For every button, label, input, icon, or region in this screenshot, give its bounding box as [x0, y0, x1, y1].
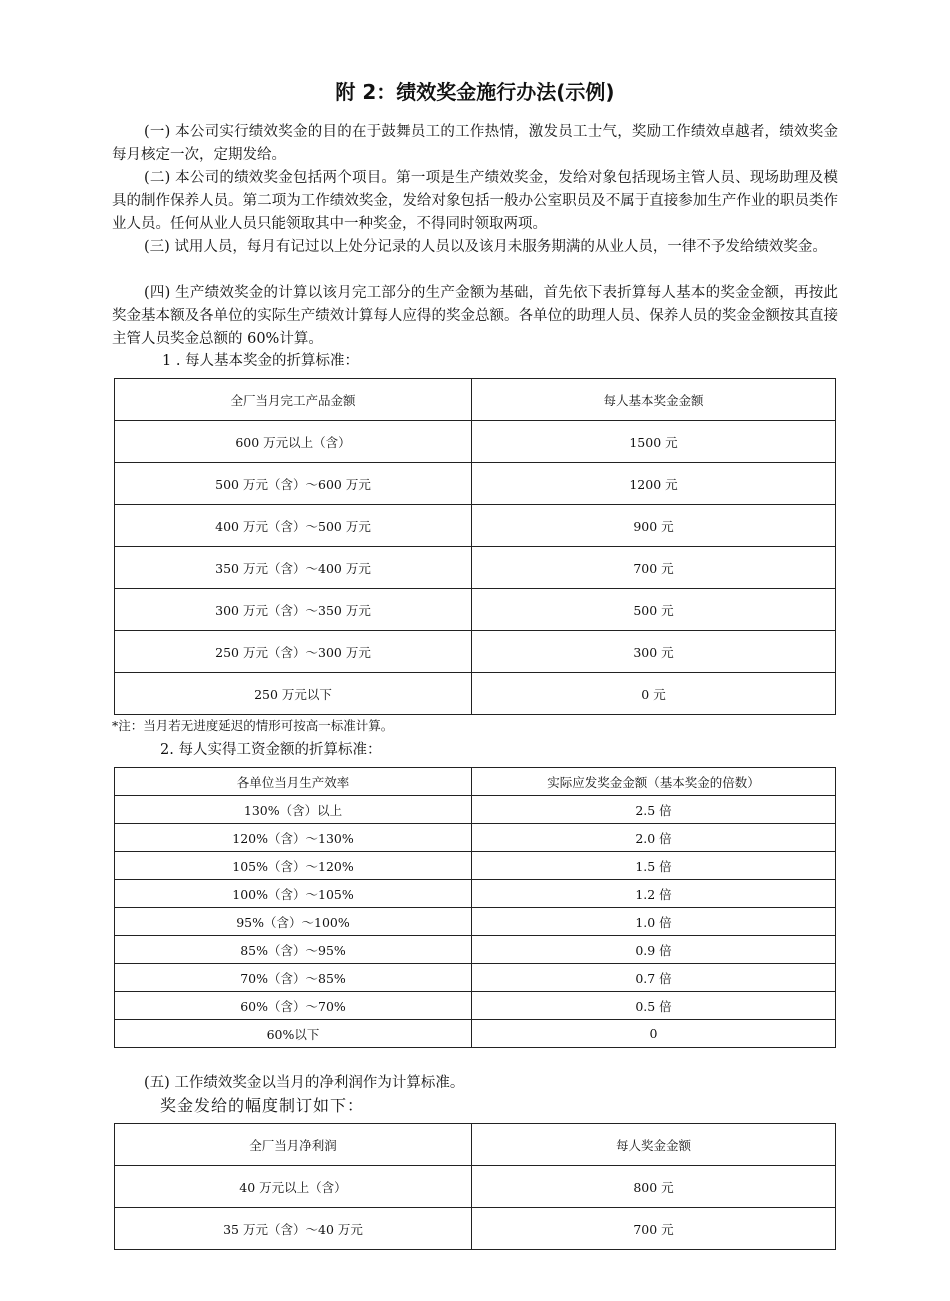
table-cell: 1200 元	[472, 463, 836, 505]
table-cell: 0.7 倍	[472, 964, 836, 992]
paragraph-1: (一) 本公司实行绩效奖金的目的在于鼓舞员工的工作热情，激发员工士气，奖励工作绩效卓越者，绩效奖金每月核定一次，定期发给。	[112, 124, 838, 163]
table-note: *注：当月若无进度延迟的情形可按高一标准计算。	[112, 718, 394, 733]
table-cell: 105%（含）～120%	[115, 852, 472, 880]
table-cell: 0	[472, 1020, 836, 1048]
table-row	[115, 589, 836, 631]
table-cell: 85%（含）～95%	[115, 936, 472, 964]
table-row	[115, 1208, 836, 1250]
table-row	[115, 796, 836, 824]
table-cell: 120%（含）～130%	[115, 824, 472, 852]
table-cell: 400 万元（含）～500 万元	[115, 505, 472, 547]
basic-bonus-table	[114, 378, 836, 715]
table-row	[115, 824, 836, 852]
table-cell: 130%（含）以上	[115, 796, 472, 824]
table-row	[115, 852, 836, 880]
subheading-actual-wage: 2. 每人实得工资金额的折算标准：	[160, 742, 382, 758]
table-cell: 500 万元（含）～600 万元	[115, 463, 472, 505]
table-cell: 700 元	[472, 547, 836, 589]
table-header-cell: 全厂当月完工产品金额	[115, 379, 472, 421]
table-cell: 95%（含）～100%	[115, 908, 472, 936]
subheading-basic-bonus: 1 . 每人基本奖金的折算标准：	[162, 353, 360, 369]
table-row	[115, 631, 836, 673]
table-row	[115, 505, 836, 547]
table-header-cell: 实际应发奖金金额（基本奖金的倍数）	[472, 768, 836, 796]
table-header-cell: 每人奖金金额	[472, 1124, 836, 1166]
table-cell: 350 万元（含）～400 万元	[115, 547, 472, 589]
table-header-cell: 全厂当月净利润	[115, 1124, 472, 1166]
table-cell: 500 元	[472, 589, 836, 631]
table-cell: 250 万元以下	[115, 673, 472, 715]
table-cell: 1.2 倍	[472, 880, 836, 908]
table-cell: 0.9 倍	[472, 936, 836, 964]
table-row	[115, 1020, 836, 1048]
table-cell: 60%以下	[115, 1020, 472, 1048]
table-row	[115, 673, 836, 715]
table-header-cell: 各单位当月生产效率	[115, 768, 472, 796]
paragraph-2: (二) 本公司的绩效奖金包括两个项目。第一项是生产绩效奖金，发给对象包括现场主管人员、现场助理及模具的制作保养人员。第二项为工作绩效奖金，发给对象包括一般办公室职员及不属于直接参加生产作业的职员类作业人员。任何从业人员只能领取其中一种奖金，不得同时领取两项。	[112, 170, 838, 232]
table-row	[115, 992, 836, 1020]
table-cell: 35 万元（含）～40 万元	[115, 1208, 472, 1250]
table-row	[115, 880, 836, 908]
table-cell: 2.5 倍	[472, 796, 836, 824]
table-row	[115, 547, 836, 589]
document-title: 附 2：绩效奖金施行办法(示例)	[335, 80, 615, 104]
table-cell: 60%（含）～70%	[115, 992, 472, 1020]
table-cell: 600 万元以上（含）	[115, 421, 472, 463]
paragraph-3: (三) 试用人员，每月有记过以上处分记录的人员以及该月未服务期满的从业人员，一律不予发给绩效奖金。	[144, 239, 827, 255]
efficiency-multiplier-table	[114, 767, 836, 1048]
table-cell: 40 万元以上（含）	[115, 1166, 472, 1208]
table-cell: 250 万元（含）～300 万元	[115, 631, 472, 673]
table-cell: 300 元	[472, 631, 836, 673]
table-cell: 1500 元	[472, 421, 836, 463]
table-cell: 900 元	[472, 505, 836, 547]
table-cell: 1.0 倍	[472, 908, 836, 936]
table-cell: 0.5 倍	[472, 992, 836, 1020]
table-cell: 100%（含）～105%	[115, 880, 472, 908]
table-cell: 2.0 倍	[472, 824, 836, 852]
table-row	[115, 936, 836, 964]
table-row	[115, 463, 836, 505]
table-header-row	[115, 1124, 836, 1166]
table-cell: 800 元	[472, 1166, 836, 1208]
table-cell: 1.5 倍	[472, 852, 836, 880]
table-cell: 70%（含）～85%	[115, 964, 472, 992]
table-row	[115, 421, 836, 463]
table-row	[115, 1166, 836, 1208]
table-cell: 300 万元（含）～350 万元	[115, 589, 472, 631]
table-row	[115, 908, 836, 936]
table-cell: 0 元	[472, 673, 836, 715]
table-header-row	[115, 379, 836, 421]
paragraph-4: (四) 生产绩效奖金的计算以该月完工部分的生产金额为基础，首先依下表折算每人基本的奖金金额，再按此奖金基本额及各单位的实际生产绩效计算每人应得的奖金总额。各单位的助理人员、保养人员的奖金金额按其直接主管人员奖金总额的 60%计算。	[112, 285, 838, 347]
table-row	[115, 964, 836, 992]
net-profit-bonus-table	[114, 1123, 836, 1250]
subheading-bonus-range: 奖金发给的幅度制订如下：	[160, 1096, 365, 1115]
table-header-row	[115, 768, 836, 796]
paragraph-5: (五) 工作绩效奖金以当月的净利润作为计算标准。	[144, 1075, 465, 1091]
table-cell: 700 元	[472, 1208, 836, 1250]
table-header-cell: 每人基本奖金金额	[472, 379, 836, 421]
